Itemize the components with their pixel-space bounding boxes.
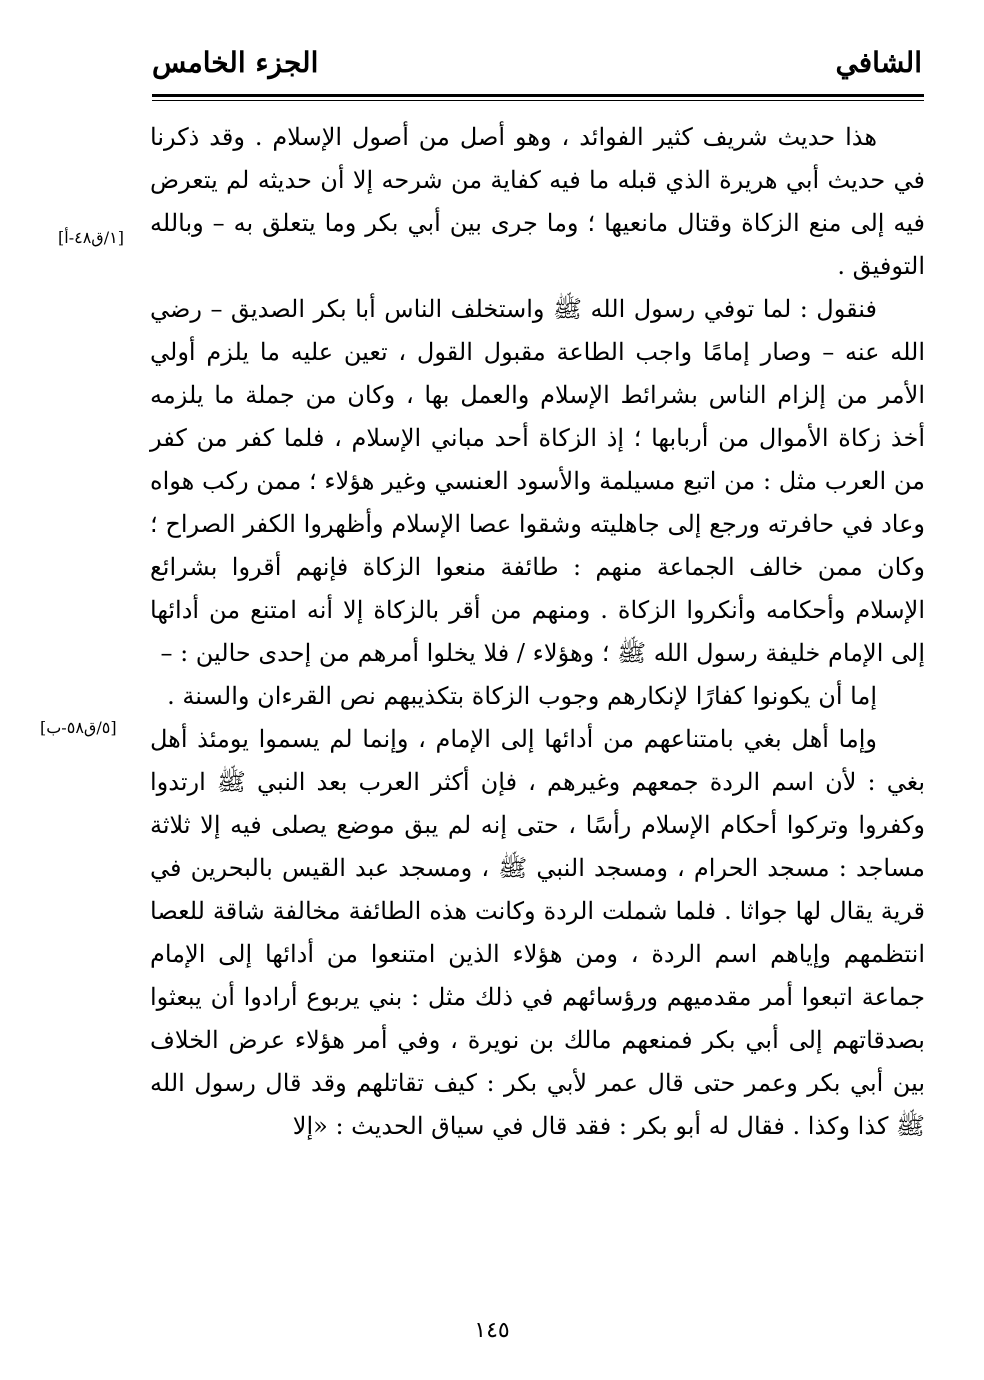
main-text xyxy=(150,116,925,1148)
paragraph: هذا حديث شريف كثير الفوائد ، وهو أصل من أصول الإسلام . وقد ذكرنا في حديث أبي هريرة الذي قبله ما فيه كفاية من شرحه إلا أن حديثه لم يتعرض فيه إلى منع الزكاة وقتال مانعيها ؛ وما جرى بين أبي بكر وما يتعلق به – وبالله التوفيق . xyxy=(150,123,925,280)
paragraph: وإما أهل بغي بامتناعهم من أدائها إلى الإمام ، وإنما لم يسموا يومئذ أهل بغي : لأن اسم الردة جمعهم وغيرهم ، فإن أكثر العرب بعد النبي ﷺ ارتدوا وكفروا وتركوا أحكام الإسلام رأسًا ، حتى إنه لم يبق موضع يصلى فيه إلا ثلاثة مساجد : مسجد الحرام ، ومسجد النبي ﷺ ، ومسجد عبد القيس بالبحرين في قرية يقال لها جواثا . فلما شملت الردة وكانت هذه الطائفة مخالفة شاقة للعصا انتظمهم وإياهم اسم الردة ، ومن هؤلاء الذين امتنعوا من أدائها إلى الإمام جماعة اتبعوا أمر مقدميهم ورؤسائهم في ذلك مثل : بني يربوع أرادوا أن يبعثوا بصدقاتهم إلى أبي بكر فمنعهم مالك بن نويرة ، وفي أمر هؤلاء عرض الخلاف بين أبي بكر وعمر حتى قال عمر لأبي بكر : كيف تقاتلهم وقد قال رسول الله ﷺ كذا وكذا . فقال له أبو بكر : فقد قال في سياق الحديث : «إلا xyxy=(150,725,926,1140)
page-number: ١٤٥ xyxy=(474,1318,510,1343)
header-rule-thin xyxy=(152,100,924,101)
book-title: الشافي xyxy=(835,46,922,79)
running-header xyxy=(152,46,922,86)
header-rule-thick xyxy=(152,94,924,97)
volume-label: الجزء الخامس xyxy=(152,46,319,79)
manuscript-folio-marker: [٥/ق٥٨-ب] xyxy=(40,718,117,737)
paragraph: إما أن يكونوا كفارًا لإنكارهم وجوب الزكاة بتكذيبهم نص القرءان والسنة . xyxy=(167,682,877,710)
manuscript-folio-marker: [١/ق٤٨-أ] xyxy=(58,228,124,247)
paragraph: فنقول : لما توفي رسول الله ﷺ واستخلف الناس أبا بكر الصديق – رضي الله عنه – وصار إمامًا واجب الطاعة مقبول القول ، تعين عليه ما يلزم أولي الأمر من إلزام الناس بشرائط الإسلام والعمل بها ، وكان من جملة ما يلزمه أخذ زكاة الأموال من أربابها ؛ إذ الزكاة أحد مباني الإسلام ، فلما كفر من كفر من العرب مثل : من اتبع مسيلمة والأسود العنسي وغير هؤلاء ؛ ممن ركب هواه وعاد في حافرته ورجع إلى جاهليته وشقوا عصا الإسلام وأظهروا الكفر الصراح ؛ وكان ممن خالف الجماعة منهم : طائفة منعوا الزكاة فإنهم أقروا بشرائع الإسلام وأحكامه وأنكروا الزكاة . ومنهم من أقر بالزكاة إلا أنه امتنع من أدائها إلى الإمام خليفة رسول الله ﷺ ؛ وهؤلاء / فلا يخلوا أمرهم من إحدى حالين : – xyxy=(150,295,925,667)
